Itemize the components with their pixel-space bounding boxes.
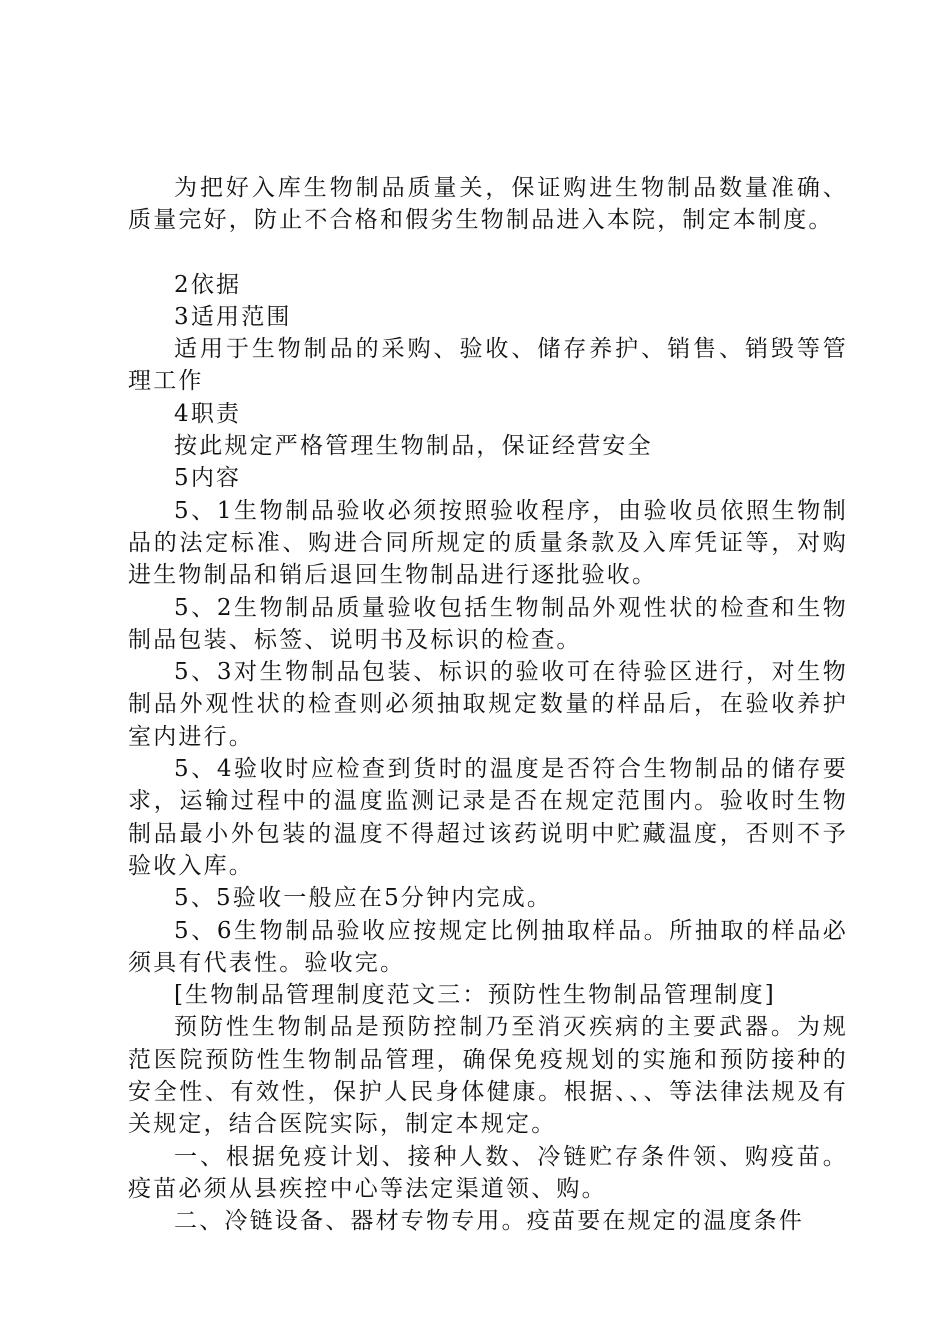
duties-paragraph: 按此规定严格管理生物制品，保证经营安全 xyxy=(174,433,653,460)
clause-5-2: 5、2生物制品质量验收包括生物制品外观性状的检查和生物制品包装、标签、说明书及标识的检查。 xyxy=(128,594,848,653)
section-heading-scope: 3适用范围 xyxy=(174,303,292,330)
document-body xyxy=(128,172,848,1238)
section-heading-duties: 4职责 xyxy=(174,400,242,427)
section-heading-content: 5内容 xyxy=(174,465,242,492)
sample-title-3: [生物制品管理制度范文三：预防性生物制品管理制度] xyxy=(174,982,776,1009)
section-heading-basis: 2依据 xyxy=(174,271,242,298)
clause-5-5: 5、5验收一般应在5分钟内完成。 xyxy=(174,885,553,912)
preventive-intro-paragraph: 预防性生物制品是预防控制乃至消灭疾病的主要武器。为规范医院预防性生物制品管理，确保免疫规划的实施和预防接种的安全性、有效性，保护人民身体健康。根据、、、等法律法规及有关规定，结合医院实际，制定本规定。 xyxy=(128,1014,848,1138)
intro-paragraph: 为把好入库生物制品质量关，保证购进生物制品数量准确、质量完好，防止不合格和假劣生物制品进入本院，制定本制度。 xyxy=(128,175,848,234)
scope-paragraph: 适用于生物制品的采购、验收、储存养护、销售、销毁等管理工作 xyxy=(128,336,848,395)
rule-two-paragraph: 二、冷链设备、器材专物专用。疫苗要在规定的温度条件 xyxy=(174,1208,804,1235)
clause-5-6: 5、6生物制品验收应按规定比例抽取样品。所抽取的样品必须具有代表性。验收完。 xyxy=(128,917,848,976)
clause-5-1: 5、1生物制品验收必须按照验收程序，由验收员依照生物制品的法定标准、购进合同所规定的质量条款及入库凭证等，对购进生物制品和销后退回生物制品进行逐批验收。 xyxy=(128,497,848,589)
clause-5-3: 5、3对生物制品包装、标识的验收可在待验区进行，对生物制品外观性状的检查则必须抽取规定数量的样品后，在验收养护室内进行。 xyxy=(128,659,848,750)
clause-5-4: 5、4验收时应检查到货时的温度是否符合生物制品的储存要求，运输过程中的温度监测记录是否在规定范围内。验收时生物制品最小外包装的温度不得超过该药说明中贮藏温度，否则不予验收入库。 xyxy=(128,756,848,879)
paragraph-spacer xyxy=(128,237,848,269)
rule-one-paragraph: 一、根据免疫计划、接种人数、冷链贮存条件领、购疫苗。疫苗必须从县疾控中心等法定渠道领、购。 xyxy=(128,1143,848,1202)
